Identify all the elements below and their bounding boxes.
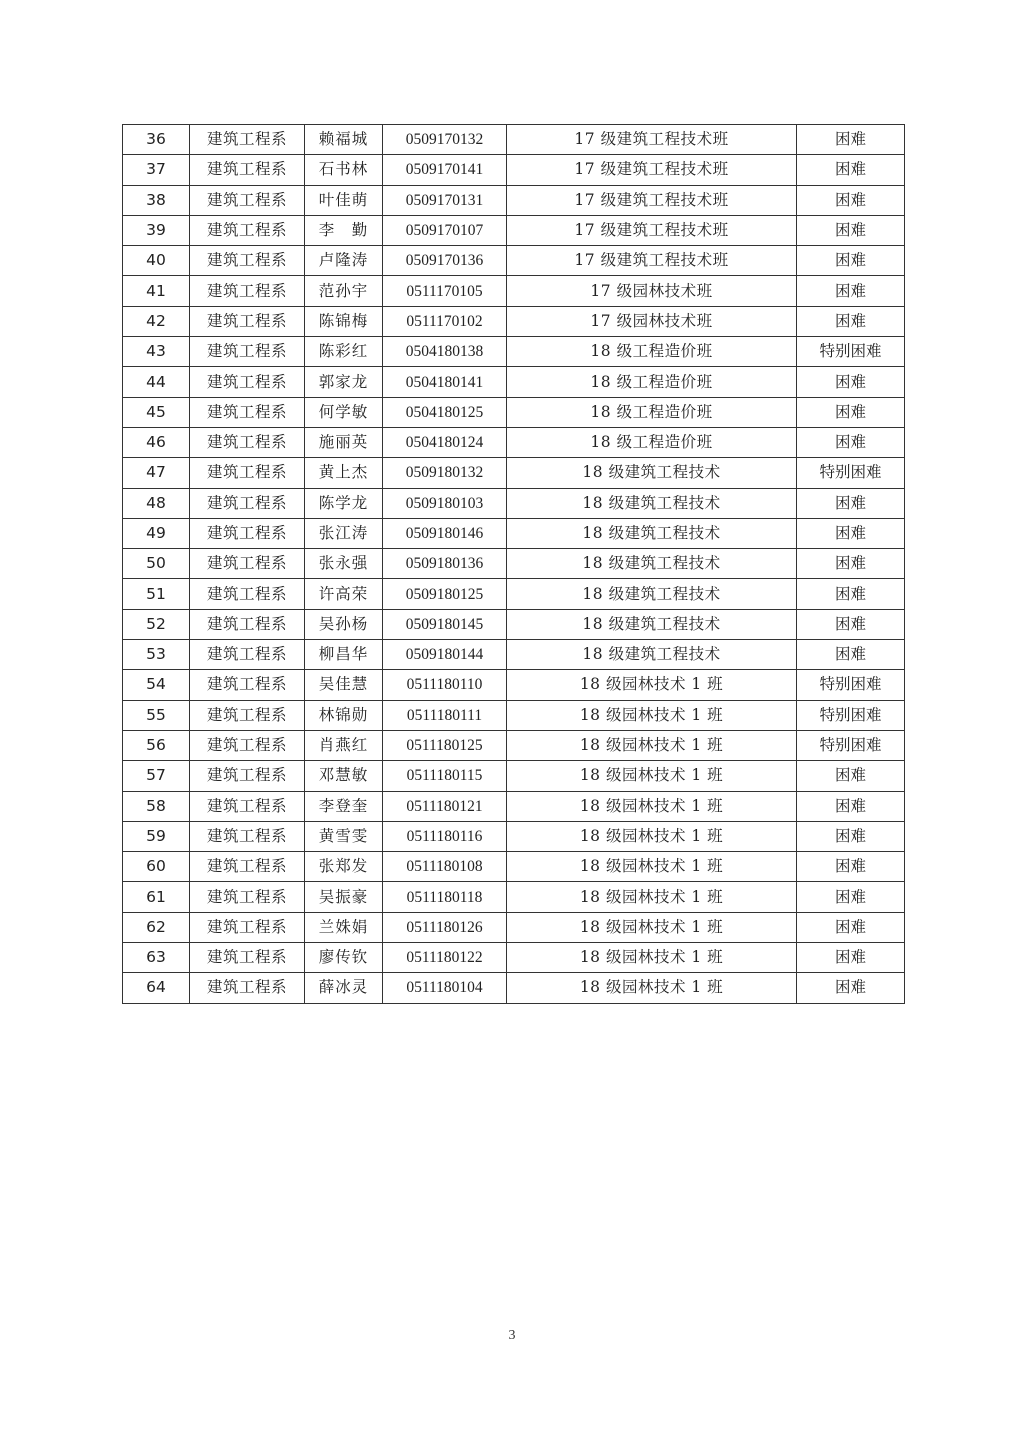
- class-cell: 18 级园林技术 1 班: [507, 973, 797, 1003]
- student-name-cell: 黄上杰: [305, 458, 383, 488]
- difficulty-level-cell: 困难: [797, 215, 905, 245]
- student-name-cell: 陈彩红: [305, 337, 383, 367]
- row-number-cell: 39: [123, 215, 190, 245]
- row-number-cell: 40: [123, 246, 190, 276]
- department-cell: 建筑工程系: [190, 427, 305, 457]
- student-name-cell: 张江涛: [305, 518, 383, 548]
- difficulty-level-cell: 困难: [797, 185, 905, 215]
- class-cell: 18 级建筑工程技术: [507, 549, 797, 579]
- student-id-cell: 0511180111: [383, 700, 507, 730]
- student-id-cell: 0511180108: [383, 852, 507, 882]
- department-cell: 建筑工程系: [190, 276, 305, 306]
- student-id-cell: 0511180126: [383, 912, 507, 942]
- student-id-cell: 0509180132: [383, 458, 507, 488]
- table-row: [123, 549, 905, 579]
- student-id-cell: 0509180103: [383, 488, 507, 518]
- class-cell: 18 级园林技术 1 班: [507, 882, 797, 912]
- difficulty-level-cell: 困难: [797, 306, 905, 336]
- student-id-cell: 0509180125: [383, 579, 507, 609]
- difficulty-level-cell: 困难: [797, 579, 905, 609]
- department-cell: 建筑工程系: [190, 397, 305, 427]
- difficulty-level-cell: 困难: [797, 549, 905, 579]
- department-cell: 建筑工程系: [190, 125, 305, 155]
- student-name-cell: 薛冰灵: [305, 973, 383, 1003]
- student-name-cell: 邓慧敏: [305, 761, 383, 791]
- table-row: [123, 882, 905, 912]
- difficulty-level-cell: 困难: [797, 640, 905, 670]
- difficulty-level-cell: 困难: [797, 791, 905, 821]
- department-cell: 建筑工程系: [190, 700, 305, 730]
- difficulty-level-cell: 困难: [797, 518, 905, 548]
- department-cell: 建筑工程系: [190, 579, 305, 609]
- row-number-cell: 42: [123, 306, 190, 336]
- class-cell: 18 级建筑工程技术: [507, 458, 797, 488]
- student-id-cell: 0511180118: [383, 882, 507, 912]
- class-cell: 17 级园林技术班: [507, 276, 797, 306]
- class-cell: 18 级建筑工程技术: [507, 609, 797, 639]
- student-name-cell: 许高荣: [305, 579, 383, 609]
- table-row: [123, 973, 905, 1003]
- table-row: [123, 367, 905, 397]
- page-number: 3: [508, 1328, 516, 1343]
- class-cell: 18 级工程造价班: [507, 337, 797, 367]
- row-number-cell: 50: [123, 549, 190, 579]
- table-row: [123, 640, 905, 670]
- student-id-cell: 0511180115: [383, 761, 507, 791]
- difficulty-level-cell: 困难: [797, 882, 905, 912]
- table-row: [123, 912, 905, 942]
- difficulty-level-cell: 困难: [797, 821, 905, 851]
- table-row: [123, 852, 905, 882]
- student-id-cell: 0509170141: [383, 155, 507, 185]
- department-cell: 建筑工程系: [190, 730, 305, 760]
- student-name-cell: 黄雪雯: [305, 821, 383, 851]
- row-number-cell: 51: [123, 579, 190, 609]
- row-number-cell: 53: [123, 640, 190, 670]
- student-id-cell: 0511180104: [383, 973, 507, 1003]
- student-id-cell: 0509180145: [383, 609, 507, 639]
- class-cell: 18 级园林技术 1 班: [507, 761, 797, 791]
- row-number-cell: 52: [123, 609, 190, 639]
- student-name-cell: 吴孙杨: [305, 609, 383, 639]
- department-cell: 建筑工程系: [190, 246, 305, 276]
- class-cell: 17 级建筑工程技术班: [507, 185, 797, 215]
- table-row: [123, 761, 905, 791]
- row-number-cell: 49: [123, 518, 190, 548]
- row-number-cell: 57: [123, 761, 190, 791]
- difficulty-level-cell: 困难: [797, 246, 905, 276]
- student-id-cell: 0504180138: [383, 337, 507, 367]
- table-row: [123, 670, 905, 700]
- class-cell: 17 级园林技术班: [507, 306, 797, 336]
- difficulty-level-cell: 特别困难: [797, 458, 905, 488]
- student-id-cell: 0511180121: [383, 791, 507, 821]
- student-name-cell: 叶佳萌: [305, 185, 383, 215]
- row-number-cell: 38: [123, 185, 190, 215]
- table-row: [123, 488, 905, 518]
- department-cell: 建筑工程系: [190, 155, 305, 185]
- class-cell: 17 级建筑工程技术班: [507, 155, 797, 185]
- department-cell: 建筑工程系: [190, 882, 305, 912]
- roster-body: [123, 125, 905, 1004]
- student-name-cell: 张永强: [305, 549, 383, 579]
- student-id-cell: 0504180141: [383, 367, 507, 397]
- class-cell: 18 级园林技术 1 班: [507, 852, 797, 882]
- class-cell: 18 级建筑工程技术: [507, 518, 797, 548]
- table-row: [123, 791, 905, 821]
- department-cell: 建筑工程系: [190, 367, 305, 397]
- department-cell: 建筑工程系: [190, 215, 305, 245]
- class-cell: 17 级建筑工程技术班: [507, 215, 797, 245]
- student-name-cell: 李登奎: [305, 791, 383, 821]
- student-name-cell: 李 勤: [305, 215, 383, 245]
- student-name-cell: 张郑发: [305, 852, 383, 882]
- class-cell: 18 级工程造价班: [507, 397, 797, 427]
- difficulty-level-cell: 困难: [797, 125, 905, 155]
- student-id-cell: 0509170131: [383, 185, 507, 215]
- difficulty-level-cell: 困难: [797, 155, 905, 185]
- student-name-cell: 何学敏: [305, 397, 383, 427]
- student-id-cell: 0509170107: [383, 215, 507, 245]
- row-number-cell: 54: [123, 670, 190, 700]
- difficulty-level-cell: 困难: [797, 488, 905, 518]
- row-number-cell: 37: [123, 155, 190, 185]
- class-cell: 18 级建筑工程技术: [507, 488, 797, 518]
- department-cell: 建筑工程系: [190, 761, 305, 791]
- table-row: [123, 125, 905, 155]
- department-cell: 建筑工程系: [190, 488, 305, 518]
- difficulty-level-cell: 特别困难: [797, 730, 905, 760]
- department-cell: 建筑工程系: [190, 549, 305, 579]
- student-id-cell: 0511180110: [383, 670, 507, 700]
- table-row: [123, 700, 905, 730]
- difficulty-level-cell: 困难: [797, 609, 905, 639]
- student-roster-table: [122, 124, 905, 1004]
- table-row: [123, 518, 905, 548]
- difficulty-level-cell: 困难: [797, 367, 905, 397]
- student-id-cell: 0511170105: [383, 276, 507, 306]
- table-row: [123, 276, 905, 306]
- row-number-cell: 46: [123, 427, 190, 457]
- class-cell: 18 级园林技术 1 班: [507, 670, 797, 700]
- department-cell: 建筑工程系: [190, 973, 305, 1003]
- class-cell: 18 级工程造价班: [507, 427, 797, 457]
- difficulty-level-cell: 困难: [797, 397, 905, 427]
- table-row: [123, 215, 905, 245]
- department-cell: 建筑工程系: [190, 185, 305, 215]
- student-name-cell: 陈锦梅: [305, 306, 383, 336]
- class-cell: 18 级工程造价班: [507, 367, 797, 397]
- row-number-cell: 61: [123, 882, 190, 912]
- row-number-cell: 56: [123, 730, 190, 760]
- student-id-cell: 0511170102: [383, 306, 507, 336]
- row-number-cell: 55: [123, 700, 190, 730]
- student-id-cell: 0509180146: [383, 518, 507, 548]
- student-name-cell: 林锦勋: [305, 700, 383, 730]
- student-name-cell: 卢隆涛: [305, 246, 383, 276]
- table-row: [123, 943, 905, 973]
- department-cell: 建筑工程系: [190, 640, 305, 670]
- department-cell: 建筑工程系: [190, 337, 305, 367]
- difficulty-level-cell: 困难: [797, 427, 905, 457]
- student-id-cell: 0509170136: [383, 246, 507, 276]
- row-number-cell: 45: [123, 397, 190, 427]
- student-name-cell: 施丽英: [305, 427, 383, 457]
- class-cell: 18 级园林技术 1 班: [507, 791, 797, 821]
- table-row: [123, 427, 905, 457]
- department-cell: 建筑工程系: [190, 306, 305, 336]
- student-name-cell: 吴佳慧: [305, 670, 383, 700]
- row-number-cell: 60: [123, 852, 190, 882]
- row-number-cell: 44: [123, 367, 190, 397]
- table-row: [123, 155, 905, 185]
- class-cell: 18 级园林技术 1 班: [507, 912, 797, 942]
- row-number-cell: 36: [123, 125, 190, 155]
- student-id-cell: 0511180122: [383, 943, 507, 973]
- row-number-cell: 43: [123, 337, 190, 367]
- table-row: [123, 337, 905, 367]
- student-name-cell: 吴振豪: [305, 882, 383, 912]
- difficulty-level-cell: 困难: [797, 943, 905, 973]
- table-row: [123, 730, 905, 760]
- table-row: [123, 185, 905, 215]
- row-number-cell: 41: [123, 276, 190, 306]
- department-cell: 建筑工程系: [190, 458, 305, 488]
- class-cell: 18 级建筑工程技术: [507, 640, 797, 670]
- class-cell: 18 级园林技术 1 班: [507, 700, 797, 730]
- student-name-cell: 郭家龙: [305, 367, 383, 397]
- class-cell: 18 级园林技术 1 班: [507, 943, 797, 973]
- department-cell: 建筑工程系: [190, 852, 305, 882]
- difficulty-level-cell: 困难: [797, 761, 905, 791]
- department-cell: 建筑工程系: [190, 943, 305, 973]
- difficulty-level-cell: 困难: [797, 912, 905, 942]
- table-row: [123, 246, 905, 276]
- class-cell: 18 级园林技术 1 班: [507, 730, 797, 760]
- row-number-cell: 58: [123, 791, 190, 821]
- difficulty-level-cell: 困难: [797, 973, 905, 1003]
- student-id-cell: 0504180124: [383, 427, 507, 457]
- table-row: [123, 397, 905, 427]
- table-row: [123, 306, 905, 336]
- difficulty-level-cell: 困难: [797, 852, 905, 882]
- student-name-cell: 兰姝娟: [305, 912, 383, 942]
- row-number-cell: 63: [123, 943, 190, 973]
- student-id-cell: 0511180116: [383, 821, 507, 851]
- table-row: [123, 609, 905, 639]
- difficulty-level-cell: 困难: [797, 276, 905, 306]
- student-name-cell: 陈学龙: [305, 488, 383, 518]
- student-name-cell: 石书林: [305, 155, 383, 185]
- department-cell: 建筑工程系: [190, 791, 305, 821]
- difficulty-level-cell: 特别困难: [797, 700, 905, 730]
- department-cell: 建筑工程系: [190, 912, 305, 942]
- student-id-cell: 0509180136: [383, 549, 507, 579]
- table-row: [123, 458, 905, 488]
- student-name-cell: 赖福城: [305, 125, 383, 155]
- difficulty-level-cell: 特别困难: [797, 337, 905, 367]
- class-cell: 17 级建筑工程技术班: [507, 125, 797, 155]
- difficulty-level-cell: 特别困难: [797, 670, 905, 700]
- row-number-cell: 62: [123, 912, 190, 942]
- department-cell: 建筑工程系: [190, 518, 305, 548]
- department-cell: 建筑工程系: [190, 670, 305, 700]
- student-id-cell: 0509180144: [383, 640, 507, 670]
- student-id-cell: 0504180125: [383, 397, 507, 427]
- class-cell: 18 级建筑工程技术: [507, 579, 797, 609]
- table-row: [123, 821, 905, 851]
- student-name-cell: 廖传钦: [305, 943, 383, 973]
- row-number-cell: 64: [123, 973, 190, 1003]
- student-name-cell: 肖燕红: [305, 730, 383, 760]
- student-name-cell: 柳昌华: [305, 640, 383, 670]
- row-number-cell: 48: [123, 488, 190, 518]
- row-number-cell: 47: [123, 458, 190, 488]
- class-cell: 18 级园林技术 1 班: [507, 821, 797, 851]
- student-id-cell: 0509170132: [383, 125, 507, 155]
- department-cell: 建筑工程系: [190, 609, 305, 639]
- row-number-cell: 59: [123, 821, 190, 851]
- table-row: [123, 579, 905, 609]
- department-cell: 建筑工程系: [190, 821, 305, 851]
- student-id-cell: 0511180125: [383, 730, 507, 760]
- student-name-cell: 范孙宇: [305, 276, 383, 306]
- class-cell: 17 级建筑工程技术班: [507, 246, 797, 276]
